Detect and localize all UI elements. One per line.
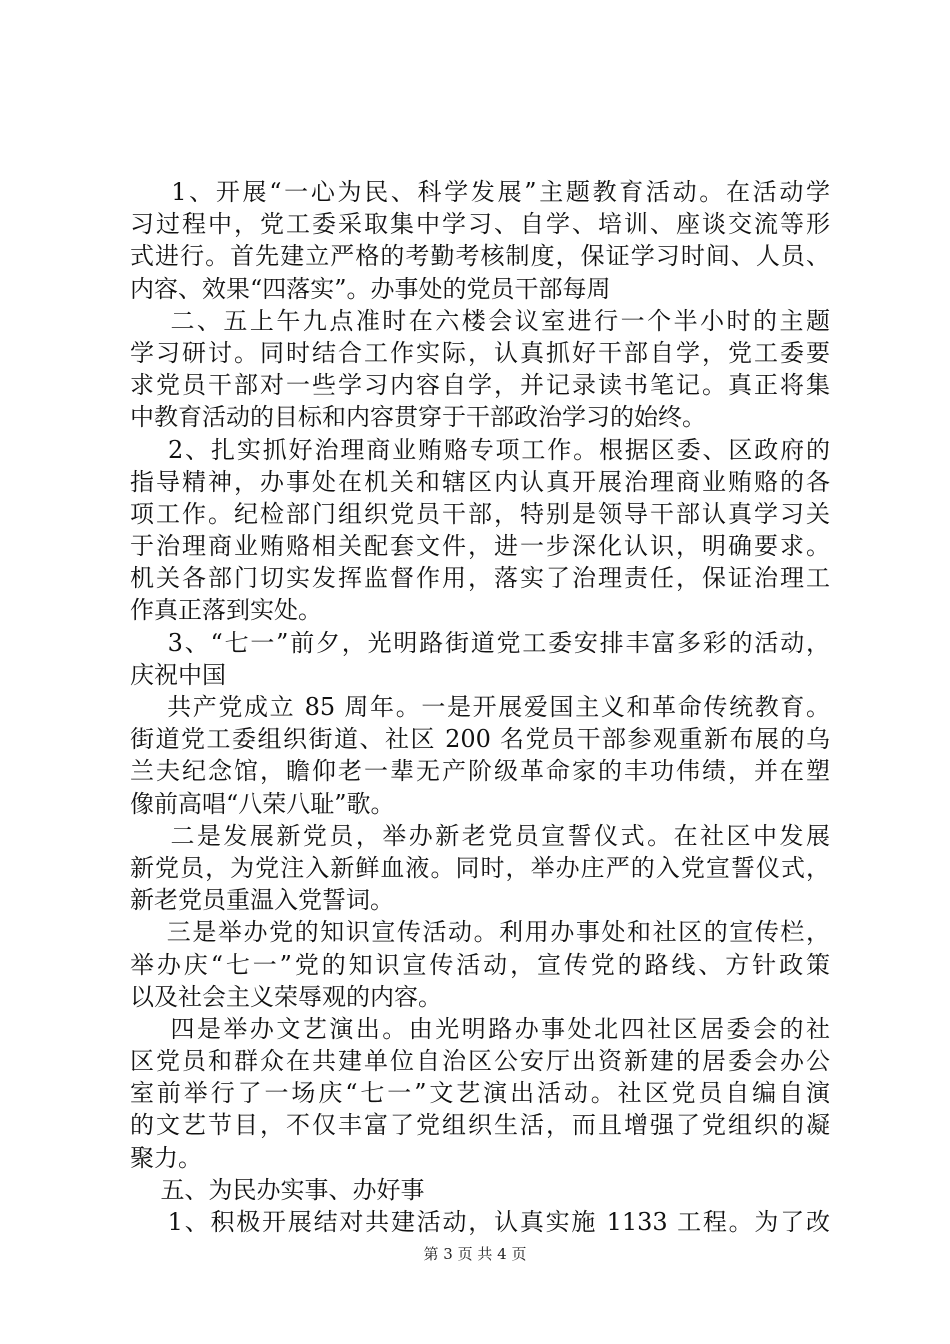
text-line: 庆祝中国 xyxy=(130,660,226,689)
text-line: 兰夫纪念馆，瞻仰老一辈无产阶级革命家的丰功伟绩，并在塑 xyxy=(130,757,830,786)
text-line: 学习研讨。同时结合工作实际，认真抓好干部自学，党工委要 xyxy=(130,338,830,367)
text-line: 中教育活动的目标和内容贯穿于干部政治学习的始终。 xyxy=(130,403,706,432)
text-line: 3、“七一”前夕，光明路街道党工委安排丰富多彩的活动， xyxy=(130,628,830,657)
text-line: 二是发展新党员，举办新老党员宣誓仪式。在社区中发展 xyxy=(130,821,830,850)
text-line: 机关各部门切实发挥监督作用，落实了治理责任，保证治理工 xyxy=(130,564,830,593)
text-line: 1、积极开展结对共建活动，认真实施 1133 工程。为了改 xyxy=(130,1208,830,1236)
text-line: 三是举办党的知识宣传活动。利用办事处和社区的宣传栏， xyxy=(130,918,830,947)
document-body xyxy=(130,176,830,1238)
text-line: 于治理商业贿赂相关配套文件，进一步深化认识，明确要求。 xyxy=(130,532,830,561)
text-line: 内容、效果“四落实”。办事处的党员干部每周 xyxy=(130,274,611,303)
text-line: 以及社会主义荣辱观的内容。 xyxy=(130,982,442,1011)
text-line: 室前举行了一场庆“七一”文艺演出活动。社区党员自编自演 xyxy=(130,1079,830,1108)
text-line: 五、为民办实事、办好事 xyxy=(130,1175,425,1204)
text-line: 1、开展“一心为民、科学发展”主题教育活动。在活动学 xyxy=(130,178,830,206)
text-line: 求党员干部对一些学习内容自学，并记录读书笔记。真正将集 xyxy=(130,371,830,400)
text-line: 式进行。首先建立严格的考勤考核制度，保证学习时间、人员、 xyxy=(130,242,830,271)
text-line: 习过程中，党工委采取集中学习、自学、培训、座谈交流等形 xyxy=(130,210,830,239)
text-line: 作真正落到实处。 xyxy=(130,596,322,625)
text-line: 二、五上午九点准时在六楼会议室进行一个半小时的主题 xyxy=(130,306,830,335)
text-line: 项工作。纪检部门组织党员干部，特别是领导干部认真学习关 xyxy=(130,499,830,528)
text-line: 新党员，为党注入新鲜血液。同时，举办庄严的入党宣誓仪式， xyxy=(130,853,830,882)
text-line: 区党员和群众在共建单位自治区公安厅出资新建的居委会办公 xyxy=(130,1047,830,1076)
text-line: 的文艺节目，不仅丰富了党组织生活，而且增强了党组织的凝 xyxy=(130,1111,830,1140)
text-line: 共产党成立 85 周年。一是开展爱国主义和革命传统教育。 xyxy=(130,693,830,721)
text-line: 新老党员重温入党誓词。 xyxy=(130,886,394,915)
text-line: 指导精神，办事处在机关和辖区内认真开展治理商业贿赂的各 xyxy=(130,467,830,496)
page-footer: 第 3 页 共 4 页 xyxy=(423,1245,527,1263)
text-line: 像前高唱“八荣八耻”歌。 xyxy=(130,789,395,818)
text-line: 聚力。 xyxy=(130,1143,202,1172)
text-line: 2、扎实抓好治理商业贿赂专项工作。根据区委、区政府的 xyxy=(130,435,830,464)
text-line: 街道党工委组织街道、社区 200 名党员干部参观重新布展的乌 xyxy=(130,725,830,754)
text-line: 举办庆“七一”党的知识宣传活动，宣传党的路线、方针政策 xyxy=(130,950,830,979)
text-line: 四是举办文艺演出。由光明路办事处北四社区居委会的社 xyxy=(130,1014,830,1043)
